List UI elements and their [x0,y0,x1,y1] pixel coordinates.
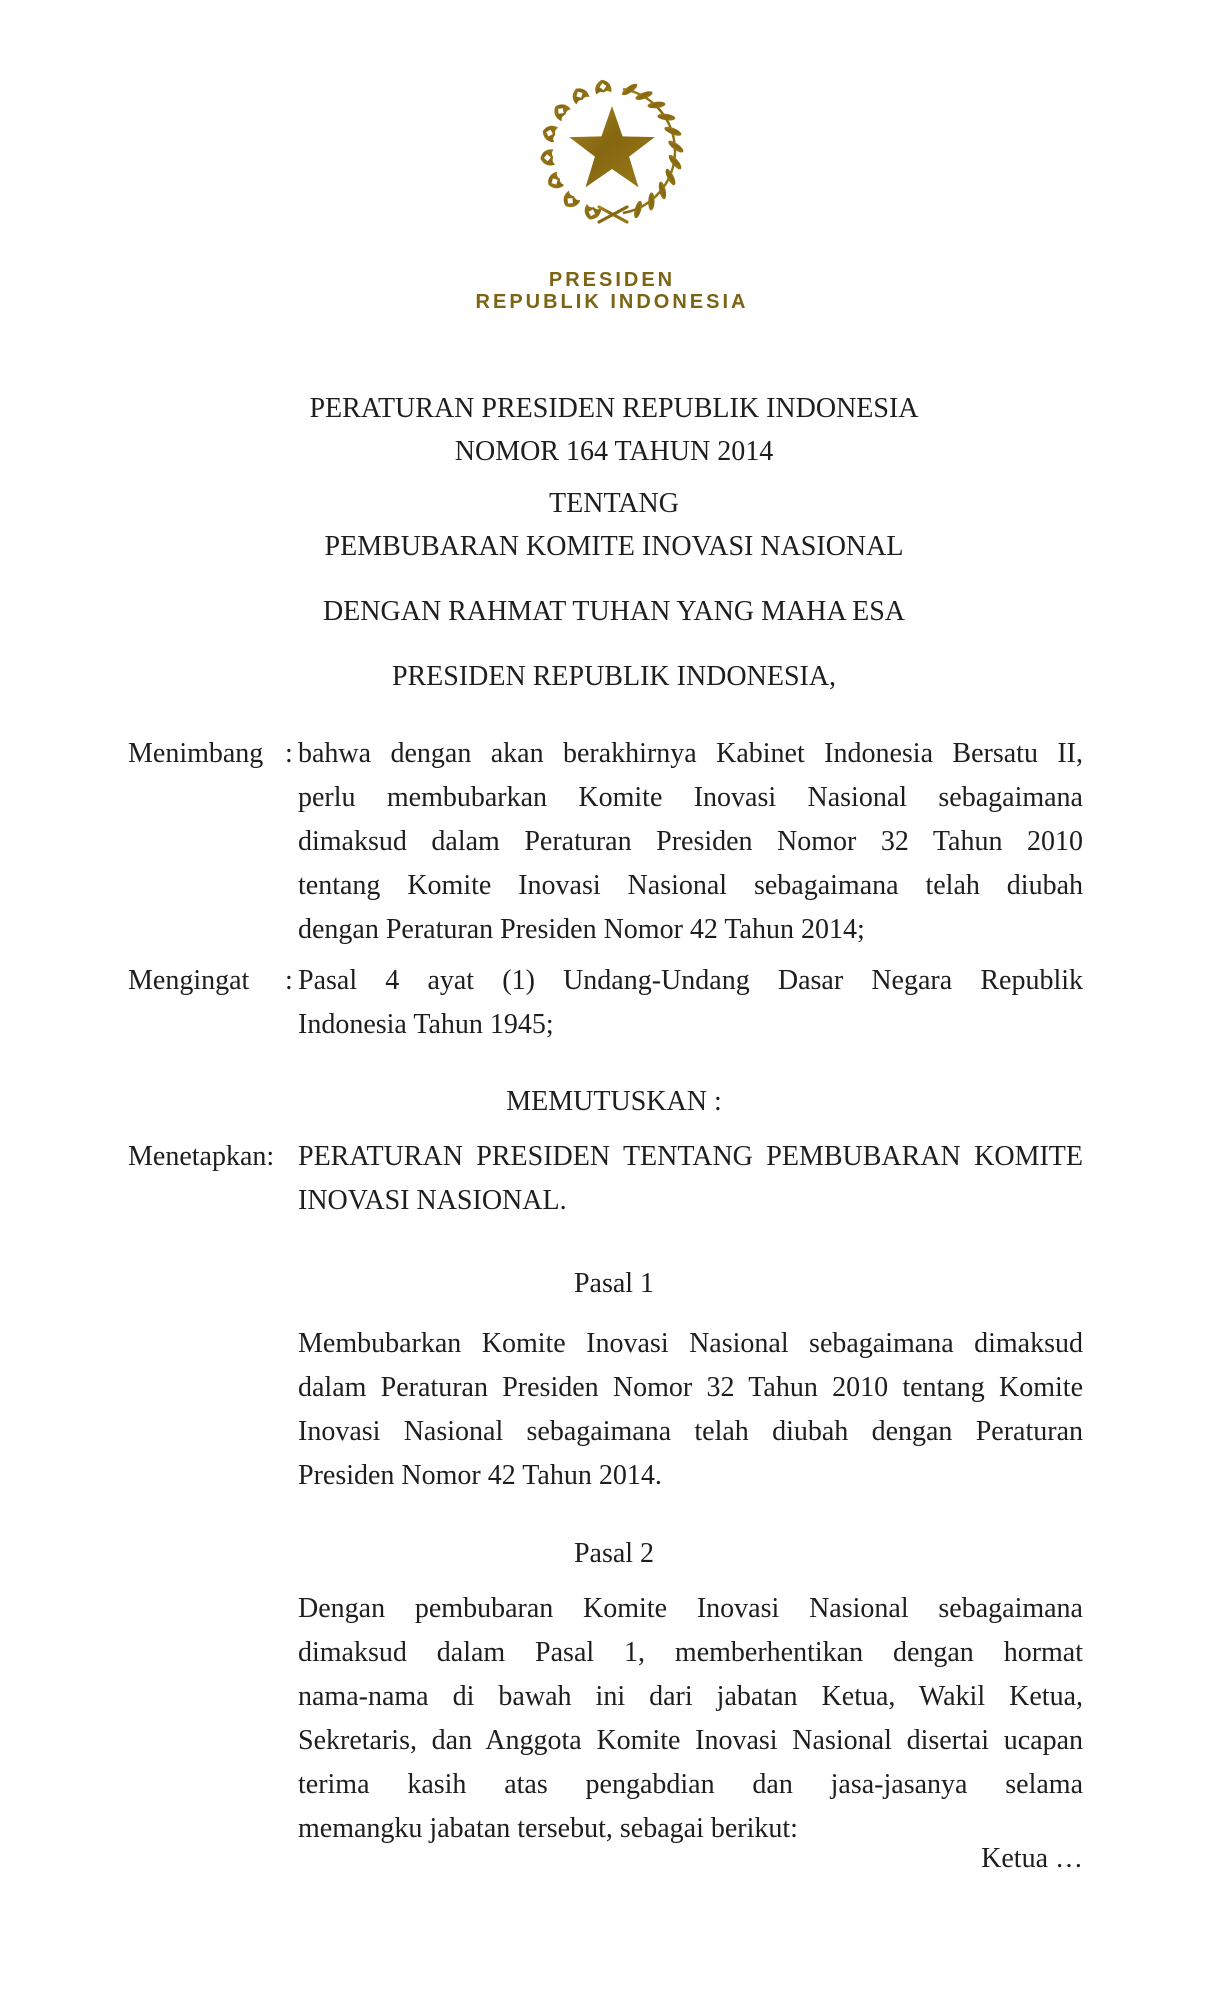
considering-text [298,732,1083,952]
memutuskan-heading: MEMUTUSKAN : [506,1086,722,1117]
recalling-label: Mengingat [128,965,250,996]
paragraph-line: Dengan pembubaran Komite Inovasi Nasional sebagaimana [298,1593,1083,1624]
paragraph-line: memangku jabatan tersebut, sebagai berikut: [298,1813,798,1844]
recalling-text [298,959,1083,1047]
pasal-1-heading: Pasal 1 [573,1268,655,1299]
pasal-2-heading: Pasal 2 [573,1538,655,1569]
catchword-ketua: Ketua … [981,1843,1083,1874]
recalling-section [128,959,1083,1047]
pasal-2-body [298,1587,1083,1851]
paragraph-line: Pasal 4 ayat (1) Undang-Undang Dasar Negara Republik [298,965,1083,996]
presidential-seal-icon [533,78,691,224]
tentang-keyword: TENTANG [549,488,679,519]
menetapkan-text [298,1135,1083,1223]
paragraph-line: Inovasi Nasional sebagaimana telah diubah dengan Peraturan [298,1416,1083,1447]
considering-colon: : [285,738,293,769]
menetapkan-section [128,1135,1083,1223]
paragraph-line: dengan Peraturan Presiden Nomor 42 Tahun 2014; [298,914,865,945]
paragraph-line: terima kasih atas pengabdian dan jasa-jasanya selama [298,1769,1083,1800]
paragraph-line: INOVASI NASIONAL. [298,1185,567,1216]
paragraph-line: Sekretaris, dan Anggota Komite Inovasi Nasional disertai ucapan [298,1725,1083,1756]
menetapkan-label: Menetapkan: [128,1141,275,1172]
paragraph-line: PERATURAN PRESIDEN TENTANG PEMBUBARAN KOMITE [298,1141,1083,1172]
paragraph-line: bahwa dengan akan berakhirnya Kabinet Indonesia Bersatu II, [298,738,1083,769]
recalling-colon: : [285,965,293,996]
paragraph-line: Indonesia Tahun 1945; [298,1009,554,1040]
regulation-number: NOMOR 164 TAHUN 2014 [454,436,774,467]
invocation-line: DENGAN RAHMAT TUHAN YANG MAHA ESA [322,596,906,627]
regulation-title: PERATURAN PRESIDEN REPUBLIK INDONESIA [309,393,919,424]
considering-label: Menimbang [128,738,264,769]
regulation-subject: PEMBUBARAN KOMITE INOVASI NASIONAL [324,531,904,562]
paragraph-line: Membubarkan Komite Inovasi Nasional sebagaimana dimaksud [298,1328,1083,1359]
considering-section [128,732,1083,952]
paragraph-line: nama-nama di bawah ini dari jabatan Ketua, Wakil Ketua, [298,1681,1083,1712]
crossed-stems [599,207,627,222]
paragraph-line: tentang Komite Inovasi Nasional sebagaimana telah diubah [298,870,1083,901]
paragraph-line: perlu membubarkan Komite Inovasi Nasional sebagaimana [298,782,1083,813]
letterhead-presiden: PRESIDEN [548,269,676,291]
paragraph-line: dimaksud dalam Peraturan Presiden Nomor 32 Tahun 2010 [298,826,1083,857]
star-icon [569,106,655,187]
paragraph-line: dalam Peraturan Presiden Nomor 32 Tahun 2010 tentang Komite [298,1372,1083,1403]
paragraph-line: dimaksud dalam Pasal 1, memberhentikan dengan hormat [298,1637,1083,1668]
pasal-1-body [298,1322,1083,1498]
letterhead-republik-indonesia: REPUBLIK INDONESIA [475,291,749,313]
paragraph-line: Presiden Nomor 42 Tahun 2014. [298,1460,662,1491]
issuer-line: PRESIDEN REPUBLIK INDONESIA, [391,661,837,692]
